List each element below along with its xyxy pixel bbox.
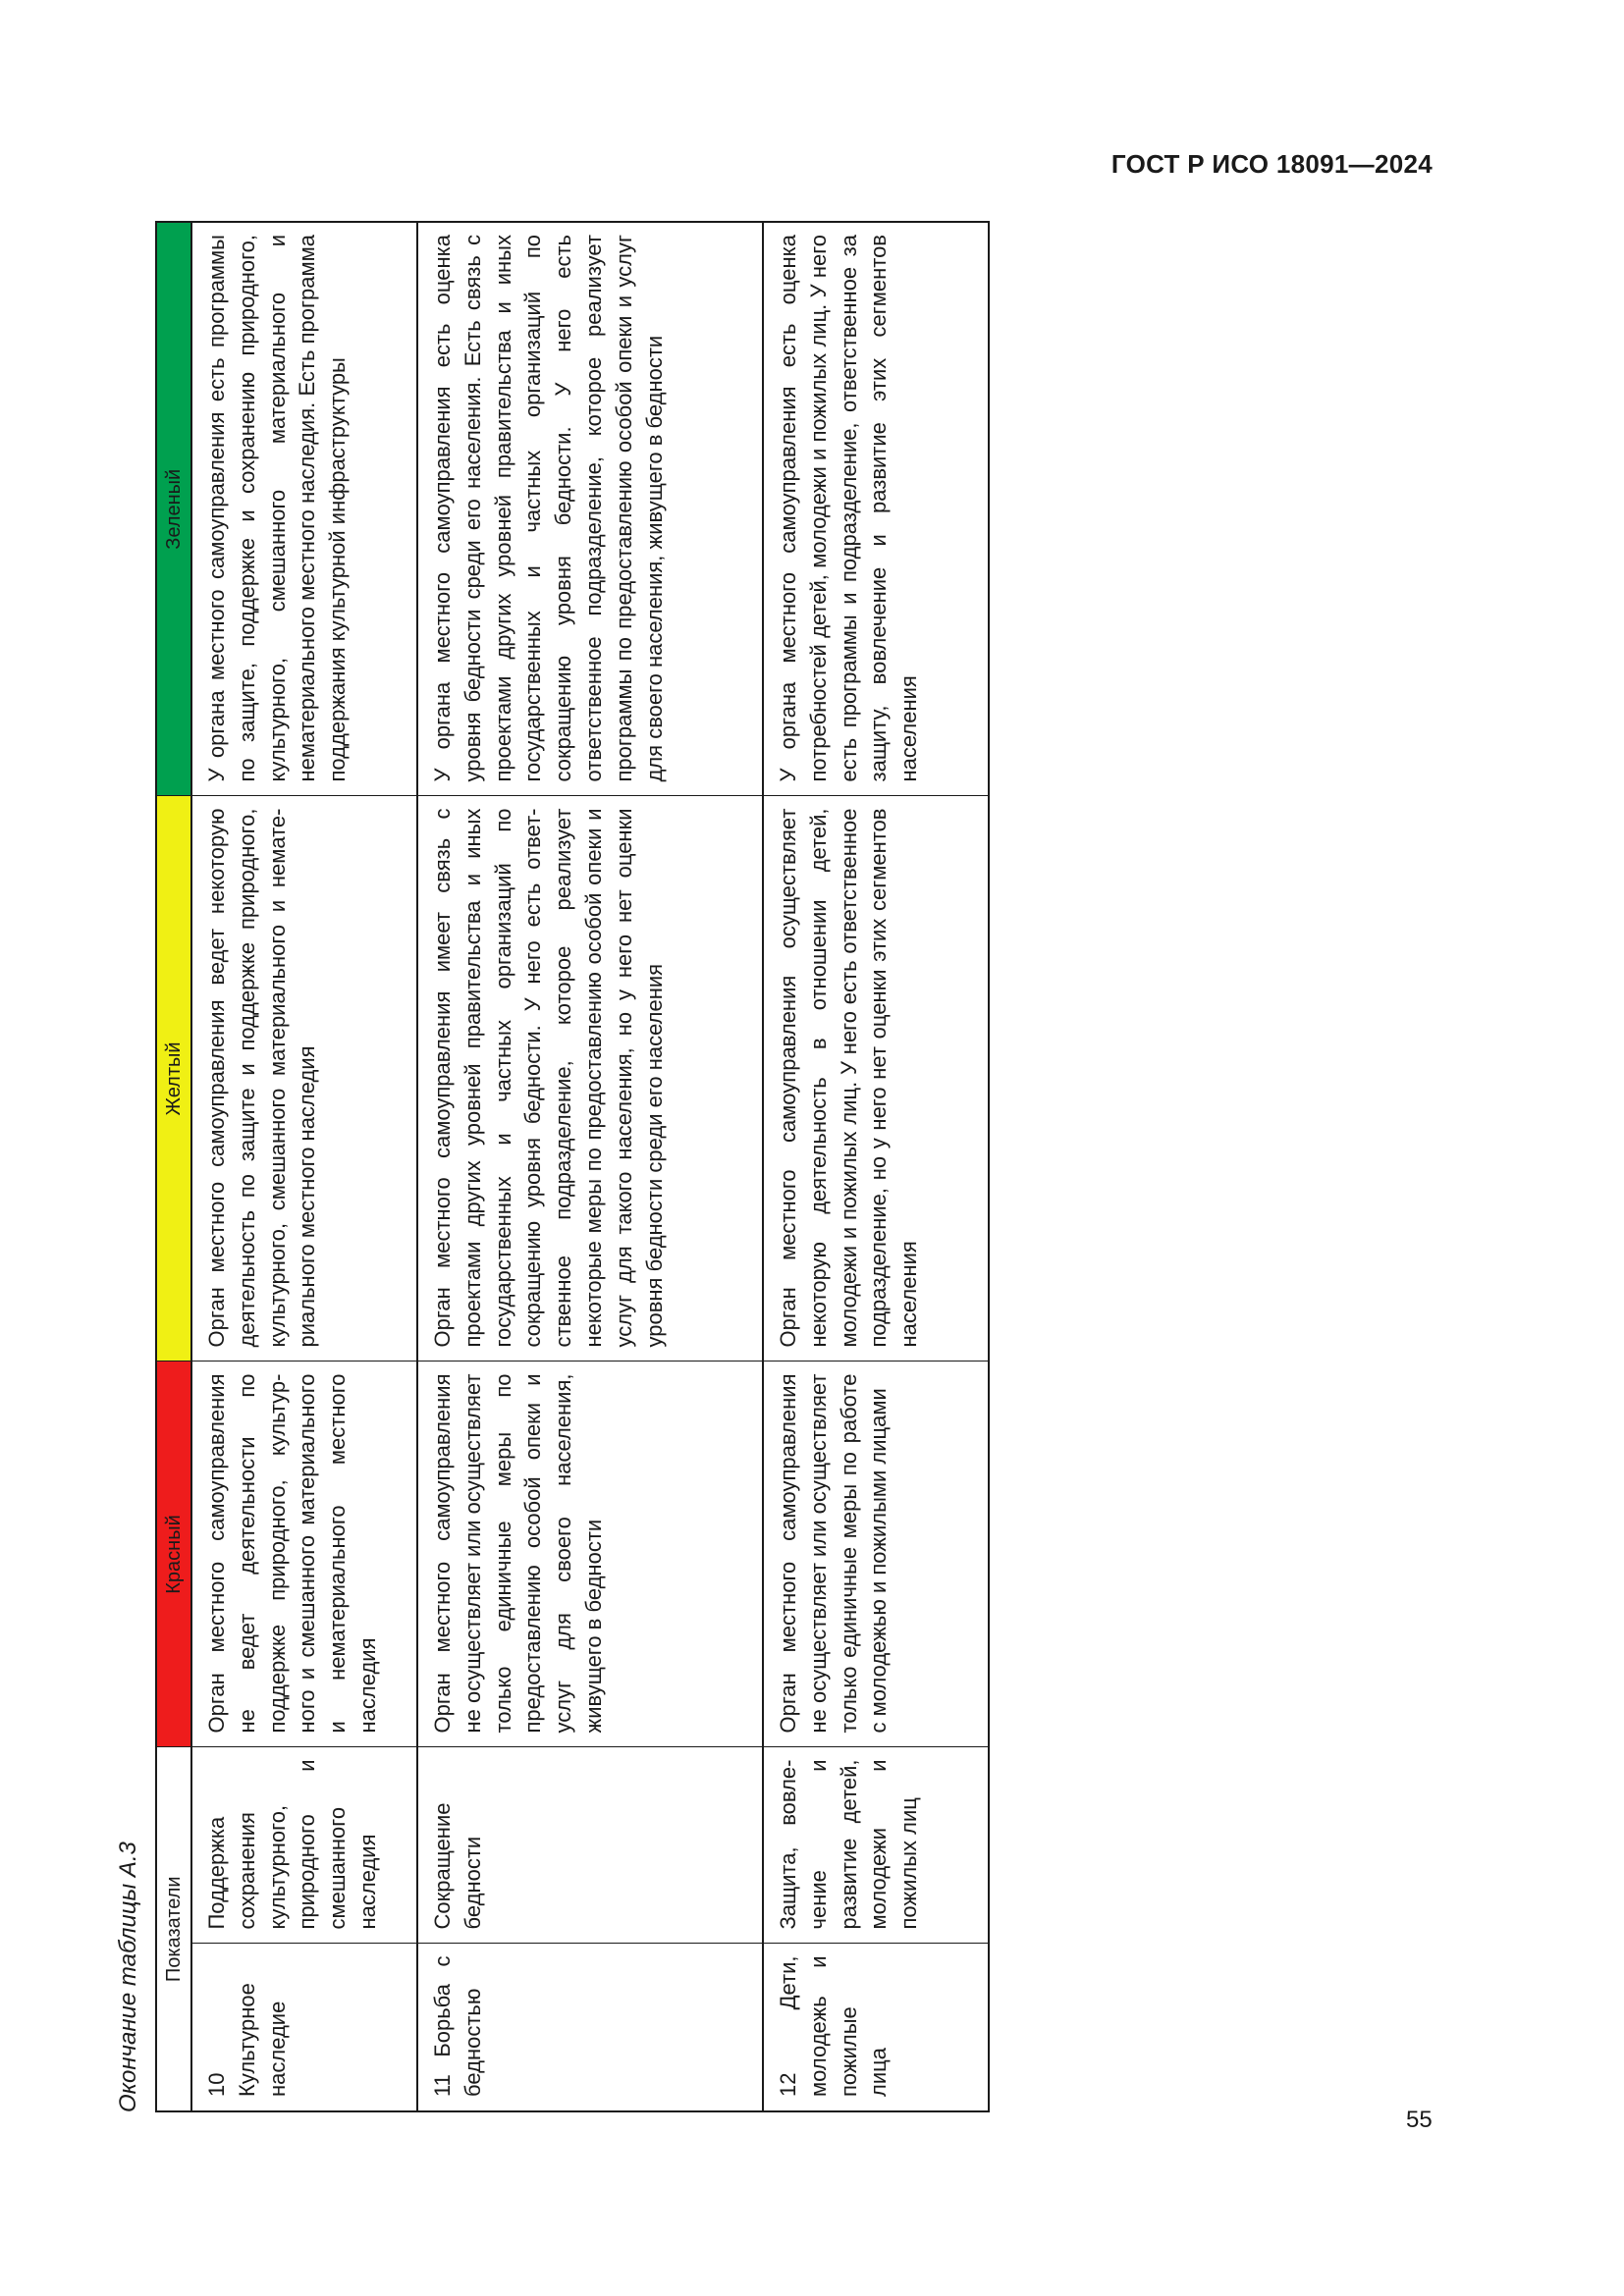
header-indicators: Показатели bbox=[156, 1747, 191, 2111]
document-code: ГОСТ Р ИСО 18091—2024 bbox=[1110, 149, 1433, 179]
category-cell: 10 Культурное наследие bbox=[191, 1944, 417, 2111]
yellow-criteria-cell: Орган местного самоуправления ведет некоторую деятельность по защите и поддержке природного, культурного, смешанного материального и нематериального местного наследия bbox=[191, 796, 417, 1362]
header-red: Красный bbox=[156, 1362, 191, 1747]
header-yellow: Желтый bbox=[156, 796, 191, 1362]
table-row bbox=[763, 222, 989, 2111]
indicator-cell: Поддержка сохранения культурного, природного и смешанного наследия bbox=[191, 1747, 417, 1944]
red-criteria-cell: Орган местного самоуправления не осуществляет или осуществляет только единичные меры по предоставлению особой опеки и услуг для своего населения, живущего в бедности bbox=[417, 1362, 763, 1747]
green-criteria-cell: У органа местного самоуправления есть оценка потребностей детей, молодежи и пожилых лиц. У него есть программы и подразделение, ответственное за защиту, вовлечение и развитие этих сегментов населения bbox=[763, 222, 989, 796]
indicator-table bbox=[155, 221, 990, 2112]
category-cell: 12 Дети, молодежь и пожилые лица bbox=[763, 1944, 989, 2111]
yellow-criteria-cell: Орган местного самоуправления осуществляет некоторую деятельность в отношении детей, молодежи и пожилых лиц. У него есть ответственное подразделение, но у него нет оценки этих сегментов населения bbox=[763, 796, 989, 1362]
red-criteria-cell: Орган местного самоуправления не ведет деятельности по поддержке природного, культурного и смешанного материального и нематериального местного наследия bbox=[191, 1362, 417, 1747]
table-header-row bbox=[156, 222, 191, 2111]
indicator-cell: Защита, вовлечение и развитие детей, молодежи и пожилых лиц bbox=[763, 1747, 989, 1944]
green-criteria-cell: У органа местного самоуправления есть оценка уровня бедности среди его населения. Есть связь с проектами других уровней правительства и иных государственных и частных организаций по сокращению уровня бедности. У него есть ответственное подразделение, которое реализует программы по предоставлению особой опеки и услуг для своего населения, живущего в бедности bbox=[417, 222, 763, 796]
table-row bbox=[191, 222, 417, 2111]
table-caption: Окончание таблицы А.3 bbox=[115, 1842, 141, 2112]
yellow-criteria-cell: Орган местного самоуправления имеет связь с проектами других уровней правительства и иных государственных и частных организаций по сокращению уровня бедности. У него есть ответственное подразделение, которое реализует некоторые меры по предоставлению особой опеки и услуг для такого населения, но у него нет оценки уровня бедности среди его населения bbox=[417, 796, 763, 1362]
green-criteria-cell: У органа местного самоуправления есть программы по защите, поддержке и сохранению природного, культурного, смешанного материального и нематериального местного наследия. Есть программа поддержания культурной инфраструктуры bbox=[191, 222, 417, 796]
table-row bbox=[417, 222, 763, 2111]
indicator-cell: Сокращение бедности bbox=[417, 1747, 763, 1944]
page-number: 55 bbox=[1406, 2107, 1433, 2133]
rotated-table-page bbox=[108, 223, 1031, 2112]
red-criteria-cell: Орган местного самоуправления не осуществляет или осуществляет только единичные меры по работе с молодежью и пожилыми лицами bbox=[763, 1362, 989, 1747]
header-green: Зеленый bbox=[156, 222, 191, 796]
category-cell: 11 Борьба с бедностью bbox=[417, 1944, 763, 2111]
